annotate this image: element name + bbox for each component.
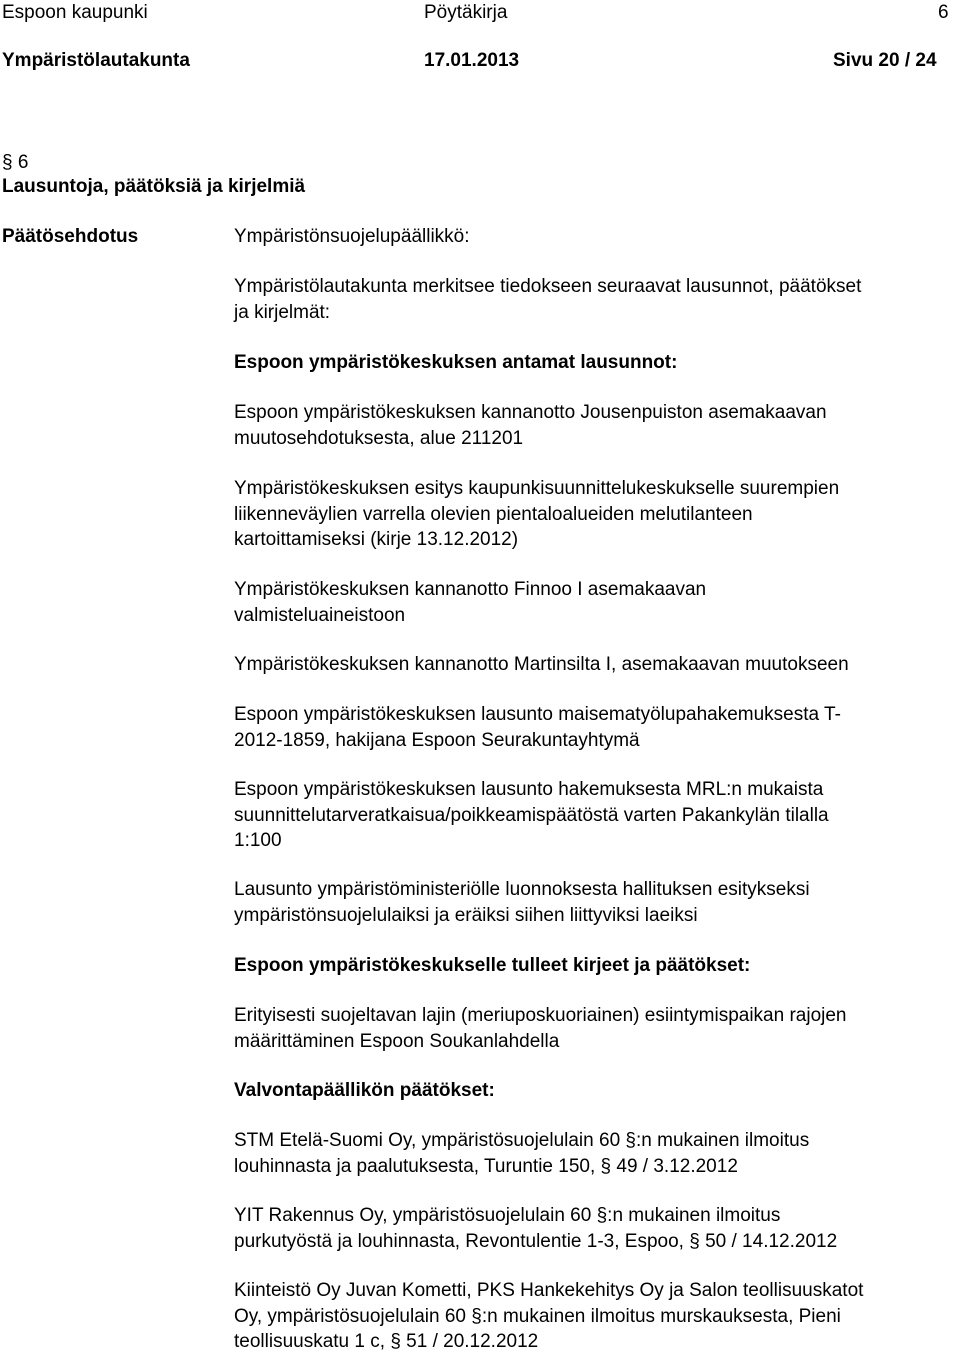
decision-item [234,1128,809,1179]
proposal-intro [234,274,861,325]
statement-line: Espoon ympäristökeskuksen lausunto maisematyölupahakemuksesta T- [234,704,841,725]
intro-line: ja kirjelmät: [234,301,331,323]
section-symbol: § [625,1130,636,1151]
statement-item [234,877,810,928]
decision-text: 50 / 14.12.2012 [699,1230,838,1252]
statement-item [234,652,849,678]
statement-item [234,476,839,553]
decision-text: :n mukainen ilmoitus [636,1130,810,1151]
letter-item [234,1003,847,1054]
decision-text: 51 / 20.12.2012 [400,1331,539,1352]
statement-line: muutosehdotuksesta, alue 211201 [234,427,524,449]
decision-text: :n mukainen ilmoitus [607,1205,781,1226]
decision-line [234,1203,837,1229]
decision-line [234,1229,837,1255]
statement-line: Espoon ympäristökeskuksen lausunto hakemuksesta MRL:n mukaista [234,779,824,800]
statement-line: liikenneväylien varrella olevien pientaloalueiden melutilanteen [234,503,753,525]
proposal-label: Päätösehdotus [2,226,139,247]
section-symbol: § [390,1331,401,1352]
decision-text: :n mukainen ilmoitus murskauksesta, Pieni [481,1305,841,1327]
statement-line: suunnittelutarveratkaisua/poikkeamispäätöstä varten Pakankylän tilalla [234,804,829,826]
statement-line: kartoittamiseksi (kirje 13.12.2012) [234,529,519,550]
statement-item [234,777,829,854]
decisions-heading: Valvontapäällikön päätökset: [234,1080,495,1101]
letter-line: määrittäminen Espoon Soukanlahdella [234,1030,560,1052]
statements-heading: Espoon ympäristökeskuksen antamat lausunnot: [234,352,678,373]
letter-line: Erityisesti suojeltavan lajin (meriuposkuoriainen) esiintymispaikan rajojen [234,1005,847,1026]
section-symbol: § [596,1205,608,1226]
decision-text: 49 / 3.12.2012 [611,1155,738,1177]
header-section-number: 6 [938,2,949,23]
header-page: Sivu 20 / 24 [833,50,937,71]
intro-line: Ympäristölautakunta merkitsee tiedokseen seuraavat lausunnot, päätökset [234,276,862,297]
statement-line: 1:100 [234,830,282,851]
decision-line: Kiinteistö Oy Juvan Kometti, PKS Hankekehitys Oy ja Salon teollisuuskatot [234,1280,864,1301]
item-number-value: 6 [17,152,29,173]
section-symbol: § [600,1155,612,1177]
header-date: 17.01.2013 [424,50,520,71]
statement-line: ympäristönsuojelulaiksi ja eräiksi siihen liittyviksi laeiksi [234,904,698,926]
statement-line: Espoon ympäristökeskuksen kannanotto Jousenpuiston asemakaavan [234,402,827,423]
section-symbol: § [2,152,13,173]
statement-line: 2012-1859, hakijana Espoon Seurakuntayhtymä [234,729,640,751]
decision-text: Oy, ympäristösuojelulain 60 [234,1305,472,1327]
statement-item [234,577,706,628]
statement-item [234,400,827,451]
decision-line [234,1329,863,1355]
statement-item [234,702,841,753]
header-org: Espoon kaupunki [2,2,148,23]
section-symbol: § [471,1305,482,1327]
statement-line: Ympäristökeskuksen kannanotto Finnoo I asemakaavan [234,579,707,600]
statement-line: valmisteluaineistoon [234,604,406,626]
decision-line [234,1304,863,1330]
decision-item [234,1203,837,1254]
decision-text: YIT Rakennus Oy, ympäristösuojelulain 60 [234,1205,597,1226]
statement-line: Ympäristökeskuksen esitys kaupunkisuunnittelukeskukselle suurempien [234,478,840,499]
decision-text: louhinnasta ja paalutuksesta, Turuntie 150, [234,1155,601,1177]
decision-line [234,1128,809,1154]
decision-text: STM Etelä-Suomi Oy, ympäristösuojelulain 60 [234,1130,626,1151]
section-symbol: § [689,1230,700,1252]
header-committee: Ympäristölautakunta [2,50,190,71]
decision-text: purkutyöstä ja louhinnasta, Revontulentie 1-3, Espoo, [234,1230,690,1252]
item-title: Lausuntoja, päätöksiä ja kirjelmiä [2,176,306,197]
proposal-presenter: Ympäristönsuojelupäällikkö: [234,226,470,247]
header-doc-type: Pöytäkirja [424,2,508,23]
statement-line: Lausunto ympäristöministeriölle luonnoksesta hallituksen esitykseksi [234,879,810,900]
decision-line [234,1154,809,1180]
decision-text: teollisuuskatu 1 c, [234,1331,391,1352]
statement-line: Ympäristökeskuksen kannanotto Martinsilta I, asemakaavan muutokseen [234,654,849,675]
item-number [2,150,28,175]
decision-item [234,1278,863,1355]
letters-heading: Espoon ympäristökeskukselle tulleet kirjeet ja päätökset: [234,955,751,976]
